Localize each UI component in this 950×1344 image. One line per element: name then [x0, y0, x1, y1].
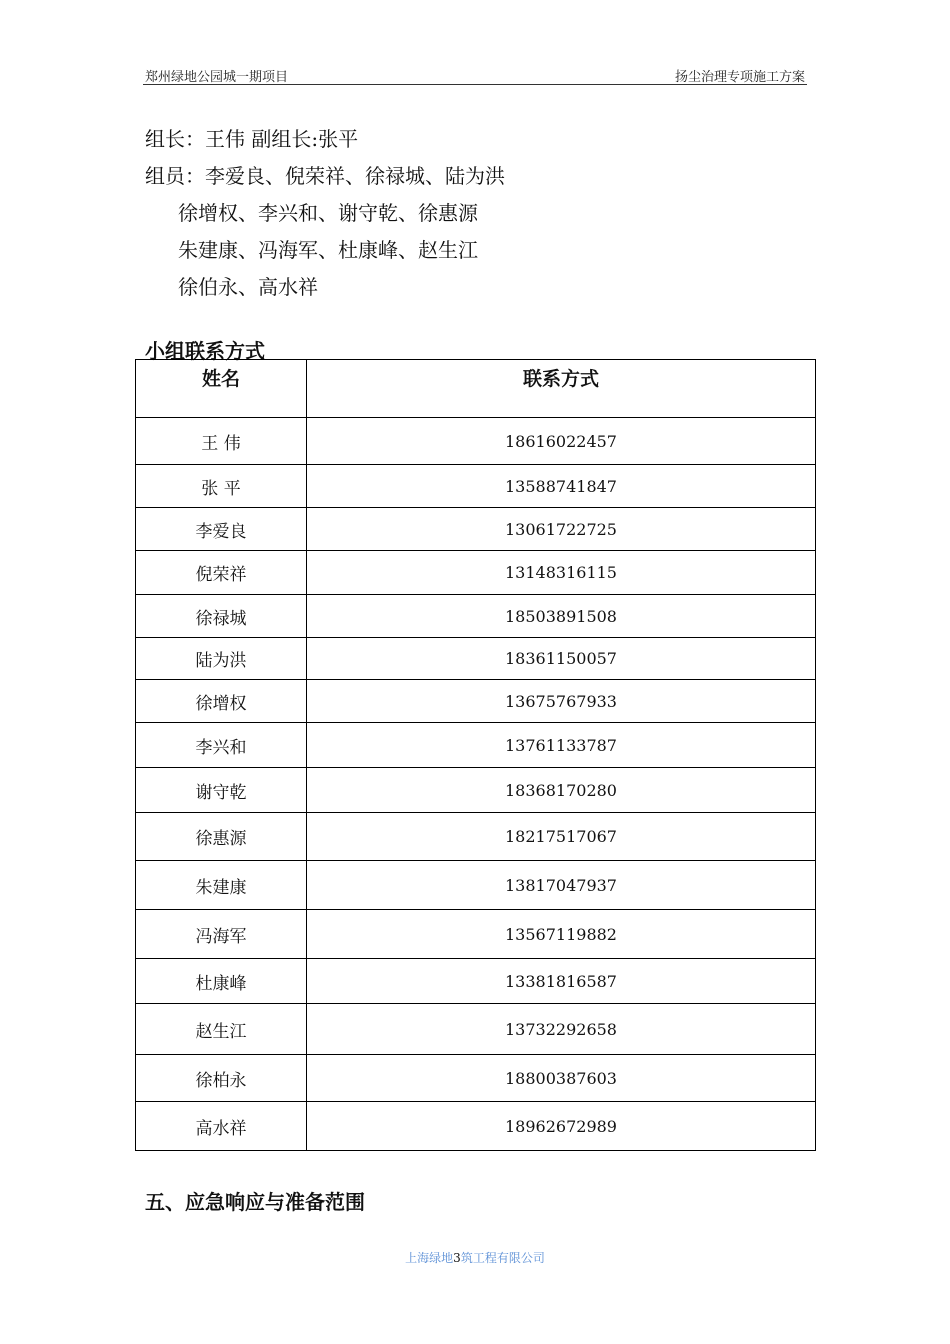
table-row	[136, 768, 816, 813]
page-header-left: 郑州绿地公园城一期项目	[145, 70, 289, 85]
member-phone-cell: 18962672989	[307, 1102, 816, 1151]
column-header-name: 姓名	[136, 360, 307, 418]
member-name-cell: 徐增权	[136, 680, 307, 723]
footer-company-right: 筑工程有限公司	[460, 1251, 545, 1265]
table-row	[136, 1055, 816, 1102]
table-row	[136, 1004, 816, 1055]
table-row	[136, 508, 816, 551]
team-members-line-1: 组员：李爱良、倪荣祥、徐禄城、陆为洪	[145, 164, 505, 188]
member-phone-cell: 18800387603	[307, 1055, 816, 1102]
table-row	[136, 1102, 816, 1151]
team-leader-line: 组长：王伟 副组长:张平	[145, 127, 359, 151]
member-name-cell: 高水祥	[136, 1102, 307, 1151]
member-phone-cell: 18616022457	[307, 418, 816, 465]
header-divider	[143, 84, 807, 85]
member-name-cell: 陆为洪	[136, 638, 307, 680]
contacts-section-title: 小组联系方式	[145, 339, 265, 363]
member-name-cell: 徐惠源	[136, 813, 307, 861]
footer-company-left: 上海绿地	[405, 1251, 454, 1265]
member-phone-cell: 13588741847	[307, 465, 816, 508]
member-phone-cell: 18217517067	[307, 813, 816, 861]
member-name-cell: 倪荣祥	[136, 551, 307, 595]
member-name-cell: 冯海军	[136, 910, 307, 959]
table-row	[136, 959, 816, 1004]
column-header-contact: 联系方式	[307, 360, 816, 418]
table-row	[136, 861, 816, 910]
member-name-cell: 张 平	[136, 465, 307, 508]
member-phone-cell: 13567119882	[307, 910, 816, 959]
team-members-line-2: 徐增权、李兴和、谢守乾、徐惠源	[178, 201, 478, 225]
contacts-table	[135, 359, 816, 1151]
team-members-line-3: 朱建康、冯海军、杜康峰、赵生江	[178, 238, 478, 262]
member-name-cell: 徐柏永	[136, 1055, 307, 1102]
member-phone-cell: 13675767933	[307, 680, 816, 723]
page-footer	[0, 1249, 950, 1266]
member-name-cell: 杜康峰	[136, 959, 307, 1004]
table-row	[136, 813, 816, 861]
table-row	[136, 910, 816, 959]
table-row	[136, 595, 816, 638]
member-name-cell: 朱建康	[136, 861, 307, 910]
member-phone-cell: 13381816587	[307, 959, 816, 1004]
member-name-cell: 赵生江	[136, 1004, 307, 1055]
next-section-title: 五、应急响应与准备范围	[145, 1190, 365, 1214]
member-name-cell: 谢守乾	[136, 768, 307, 813]
page-number: 3	[453, 1251, 461, 1265]
table-row	[136, 418, 816, 465]
member-phone-cell: 13732292658	[307, 1004, 816, 1055]
member-name-cell: 李兴和	[136, 723, 307, 768]
table-row	[136, 680, 816, 723]
team-members-line-4: 徐伯永、高水祥	[178, 275, 318, 299]
member-phone-cell: 13061722725	[307, 508, 816, 551]
table-header-row	[136, 360, 816, 418]
member-name-cell: 王 伟	[136, 418, 307, 465]
table-row	[136, 723, 816, 768]
table-row	[136, 465, 816, 508]
member-phone-cell: 18361150057	[307, 638, 816, 680]
member-phone-cell: 13148316115	[307, 551, 816, 595]
member-name-cell: 李爱良	[136, 508, 307, 551]
member-phone-cell: 13817047937	[307, 861, 816, 910]
member-phone-cell: 13761133787	[307, 723, 816, 768]
page-header-right: 扬尘治理专项施工方案	[674, 70, 805, 85]
member-phone-cell: 18503891508	[307, 595, 816, 638]
member-phone-cell: 18368170280	[307, 768, 816, 813]
member-name-cell: 徐禄城	[136, 595, 307, 638]
table-row	[136, 551, 816, 595]
table-row	[136, 638, 816, 680]
